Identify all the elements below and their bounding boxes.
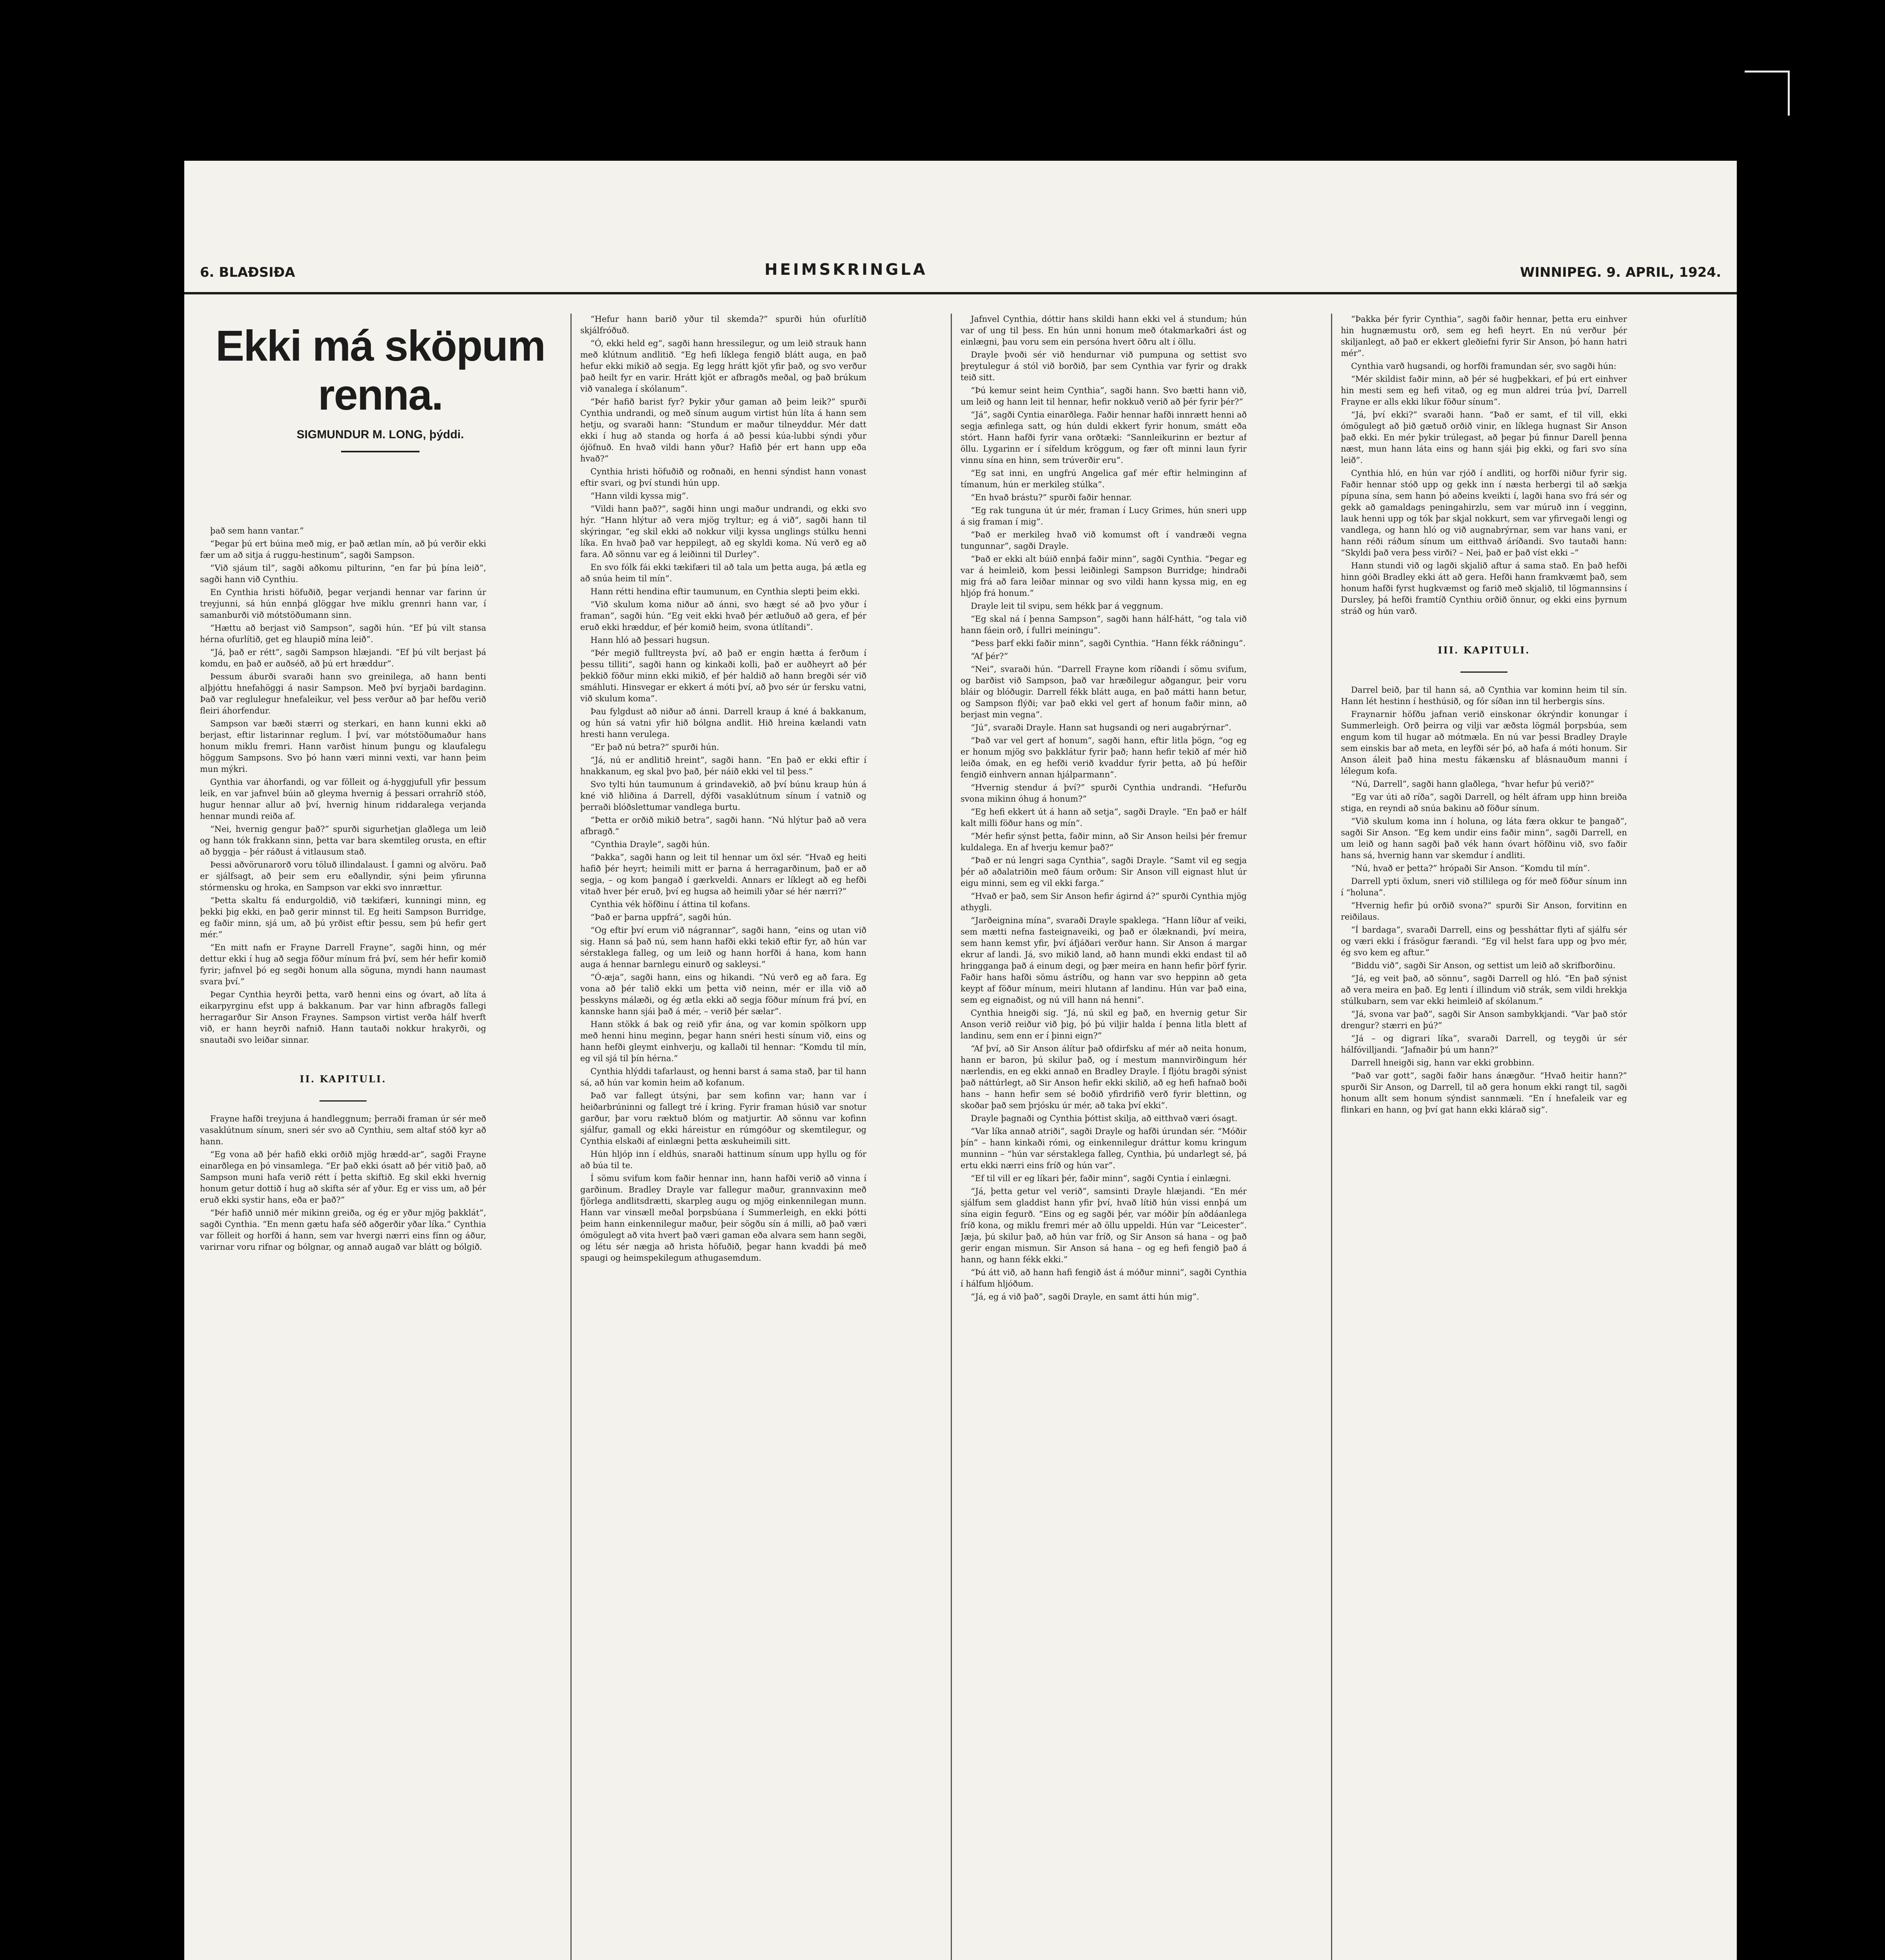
paragraph: “Þú kemur seint heim Cynthia”, sagði hann. Svo bætti hann við, um leið og hann leit til hennar, hefir nokkuð verið að þér fyrir þér?” — [961, 386, 1247, 407]
paragraph: “Hvað er það, sem Sir Anson hefir ágirnd á?” spurði Cynthia mjög athygli. — [961, 891, 1247, 912]
paragraph: Hún hljóp inn í eldhús, snaraði hattinum sínum upp hyllu og fór að búa til te. — [580, 1149, 866, 1170]
paragraph: Darrell ypti öxlum, sneri við stillilega og fór með föður sínum inn í “holuna”. — [1341, 877, 1627, 897]
paragraph: “Hættu að berjast við Sampson”, sagði hún. “Ef þú vilt stansa hérna ofurlítið, get eg hlaupið mína leið”. — [200, 623, 486, 644]
paragraph: Þessum áburði svaraði hann svo greinilega, að hann benti alþjóttu hnefahöggi á nasir Sampson. Með því byrjaði bardaginn. Það var reglulegur hnefaleikur, vel þess verður að þar hefðu verið fleiri áhorfendur. — [200, 672, 486, 715]
paragraph: “Já, það er rétt”, sagði Sampson hlæjandi. “Ef þú vilt berjast þá komdu, en það er auðséð, að þú ert hræddur”. — [200, 648, 486, 668]
paragraph: “Hvernig stendur á því?” spurði Cynthia undrandi. “Hefurðu svona mikinn óhug á honum?” — [961, 783, 1247, 804]
paragraph: Jafnvel Cynthia, dóttir hans skildi hann ekki vel á stundum; hún var of ung til þess. En hún unni honum með ótakmarkaðri ást og einlægni, þau voru sem ein persóna hvert öðru alt í öllu. — [961, 314, 1247, 347]
paragraph: “Við skulum koma niður að ánni, svo hægt sé að þvo yður í framan”, sagði hún. “Eg veit ekki hvað þér ætluðuð að gera, ef þér eruð ekki hræddur, ef þér komið heim, svona útlítandi”. — [580, 600, 866, 632]
paragraph: Darrell hneigði sig, hann var ekki grobbinn. — [1351, 1058, 1535, 1067]
paragraph: Darrel beið, þar til hann sá, að Cynthia var kominn heim til sín. Hann lét hestinn í hesthúsið, og fór síðan inn til herbergis síns. — [1341, 685, 1627, 706]
paragraph: “Þess þarf ekki faðir minn”, sagði Cynthia. “Hann fékk ráðningu”. — [971, 639, 1246, 648]
paragraph: Sampson var bæði stærri og sterkari, en hann kunni ekki að berjast, eftir listarinnar reglum. Í því, var mótstöðumaður hans honum miklu fremri. Hann varðist hinum þungu og klaufalegu höggum Sampsons. Svo þó hann væri minni vexti, var hann þeim mun mýkri. — [200, 719, 486, 774]
paragraph: Það var fallegt útsýni, þar sem kofinn var; hann var í heiðarbrúninni og fallegt tré í kring. Fyrir framan húsið var snotur garður, þar voru ræktuð blóm og matjurtir. Að sönnu var kofinn sjálfur, gamall og ekki háreistur en rúmgóður og skemtilegur, og Cynthia elskaði af einlægni þetta æskuheimili sitt. — [580, 1091, 866, 1146]
paragraph: “Nei, hvernig gengur það?” spurði sigurhetjan glaðlega um leið og hann tók frakkann sinn, þetta var bara skemtileg orusta, en eftir að byggja – þér ráðust á vitlausum stað. — [200, 824, 486, 857]
byline-rule — [341, 451, 419, 452]
paragraph: “Þegar þú ert búina með mig, er það ætlan mín, að þú verðir ekki fær um að sitja á ruggu-hestinum”, sagði Sampson. — [200, 539, 486, 560]
paragraph: “Nú, hvað er þetta?” hrópaði Sir Anson. “Komdu til mín”. — [1351, 864, 1590, 873]
paragraph: “Já, þetta getur vel verið”, samsinti Drayle hlæjandi. “En mér sjálfum sem gladdist hann yfir því, hvað lítið hún vissi ennþá um sína eigin fegurð. “Eins og eg sagði þér, var móðir þín aðdáanlega fríð kona, og miklu fremri mér að öllu uppeldi. Hún var “Leicester”. Jæja, þú skilur það, að hún var fríð, og Sir Anson sá hana – og það gerir engan mismun. Sir Anson sá hana – og eg hefi fengið það á hann, og hann fékk ekki.” — [961, 1187, 1247, 1264]
paragraph: “Eg hefi ekkert út á hann að setja”, sagði Drayle. “En það er hálf kalt milli föður hans og mín”. — [961, 807, 1247, 828]
paragraph: “Og eftir því erum við nágrannar”, sagði hann, “eins og utan við sig. Hann sá það nú, sem hann hafði ekki tekið eftir fyr, að hún var sérstaklega falleg, og um leið og hann horfði á hana, kom hann auga á hennar barnlegu einurð og sakleysi.” — [580, 926, 866, 969]
paragraph: “Þakka þér fyrir Cynthia”, sagði faðir hennar, þetta eru einhver hin hugnæmustu orð, sem eg hefi heyrt. En nú verður þér skiljanlegt, að það er ekkert gleðiefni fyrir Sir Anson, þó hann hatri mér”. — [1341, 314, 1627, 358]
paragraph: Drayle leit til svipu, sem hékk þar á veggnum. — [971, 601, 1163, 611]
paragraph: Þegar Cynthia heyrði þetta, varð henni eins og óvart, að líta á eikarpyrginu efst upp á bakkanum. Þar var hinn afbragðs fallegi herragarður Sir Anson Fraynes. Sampson virtist verða hálf hverft við, er hann heyrði nafnið. Hann tautaði nokkur hrakyrði, og snautaði svo leiðar sinnar. — [200, 990, 486, 1045]
paragraph: Hann rétti hendina eftir taumunum, en Cynthia slepti þeim ekki. — [590, 587, 860, 596]
paragraph: “Við sjáum til”, sagði aðkomu pilturinn, “en far þú þína leið”, sagði hann við Cynthiu. — [200, 563, 486, 584]
paragraph: “Það var gott”, sagði faðir hans ánægður. “Hvað heitir hann?” spurði Sir Anson, og Darrell, til að gera honum ekki rangt til, sagði honum allt sem honum sýndist sannmæli. “En í hnefaleik var eg flinkari en hann, og því gat hann ekki klárað sig”. — [1341, 1071, 1627, 1114]
article-title-block — [208, 321, 553, 452]
paragraph: “Já, eg á við það”, sagði Drayle, en samt átti hún mig”. — [971, 1292, 1199, 1301]
paragraph: Þau fylgdust að niður að ánni. Darrell kraup á kné á bakkanum, og hún sá vatni yfir hið bólgna andlit. Hið hreina kælandi vatn hresti hann verulega. — [580, 707, 866, 739]
article-headline — [208, 321, 553, 419]
newspaper-name: HEIMSKRINGLA — [765, 261, 928, 279]
paragraph: “Nú, Darrell”, sagði hann glaðlega, “hvar hefur þú verið?” — [1351, 779, 1594, 789]
paragraph: “Af því, að Sir Anson álítur það ofdirfsku af mér að neita honum, hann er baron, þú skilur það, og í mestum mannvirðingum hér nærlendis, en eg ekki annað en Bradley Drayle. Í fljótu bragði sýnist það náttúrlegt, að Sir Anson hefir ekki skilið, að eg hefi hafnað boði hans – hann hefir sem sé boðið yfirdrifið verð fyrir blettinn, og skoðar það sem þrjósku úr mér, að taka því ekki”. — [961, 1044, 1247, 1110]
paragraph: “Eg skal ná í þenna Sampson”, sagði hann hálf-hátt, “og tala við hann fáein orð, í fullri meiningu”. — [961, 614, 1247, 635]
paragraph: “Við skulum koma inn í holuna, og láta færa okkur te þangað”, sagði Sir Anson. “Eg kem undir eins faðir minn”, sagði Darrell, en um leið og hann sagði það vék hann óvart höfðinu við, svo faðir hans sá, hvernig hann var skemdur í andliti. — [1341, 817, 1627, 860]
paragraph: “En hvað brástu?” spurði faðir hennar. — [971, 493, 1132, 502]
paragraph: “Eg rak tunguna út úr mér, framan í Lucy Grimes, hún sneri upp á sig framan í mig”. — [961, 506, 1247, 526]
paragraph: “Hann vildi kyssa mig”. — [590, 491, 689, 501]
paragraph: En svo fólk fái ekki tækifæri til að tala um þetta auga, þá ætla eg að snúa heim til mín”. — [580, 563, 866, 583]
headline-line-2: renna. — [318, 371, 443, 419]
paragraph: Gynthia var áhorfandi, og var fölleit og á-hyggjufull yfir þessum leik, en var jafnvel búin að gleyma hvernig á þessari orrahríð stóð, hugur hennar allur að því, hvernig hinum riddaralega verjanda hennar mundi reiða af. — [200, 777, 486, 821]
text-column-1 — [200, 525, 486, 1960]
paragraph: “En mitt nafn er Frayne Darrell Frayne”, sagði hinn, og mér dettur ekki í hug að segja föður mínum frá því, sem hér hefir komið fyrir; jafnvel þó eg segði honum alla söguna, myndi hann naumast svara því.” — [200, 943, 486, 986]
paragraph: “Jarðeignina mína”, svaraði Drayle spaklega. “Hann líður af veiki, sem mætti nefna fasteignaveiki, og það er ólæknandi, því meira, sem hann kemst yfir, því áfjáðari verður hann. Sir Anson á margar ekrur af landi. Já, svo mikið land, að hann mundi ekki endast til að hringganga það á einum degi, og þær meira en hann hefir þörf fyrir. Faðir hans hafði sömu ástríðu, og hann var svo heppinn að geta keypt af föður mínum, meiri hlutann af landinu. Hún var það eina, sem eg eignaðist, og nú vill hann ná henni”. — [961, 916, 1247, 1005]
paragraph: “Þér hafið unnið mér mikinn greiða, og ég er yður mjög þakklát”, sagði Cynthia. “En menn gætu hafa séð aðgerðir yðar líka.” Cynthia var fölleit og horfði á hann, sem var hvergi nærri eins fínn og áður, varirnar voru rifnar og bólgnar, og annað augað var blátt og bólgið. — [200, 1208, 486, 1252]
paragraph: “Já”, sagði Cyntia einarðlega. Faðir hennar hafði innrætt henni að segja æfinlega satt, og hún duldi ekkert fyrir honum, smátt eða stórt. Hann hafði fyrir vana orðtæki: “Sannleikurinn er beztur af öllu. Lygarinn er í sífeldum kröggum, og fær oft minni laun fyrir vinnu sína en hinn, sem trúverðir eru”. — [961, 410, 1247, 465]
paragraph: “Hvernig hefir þú orðið svona?” spurði Sir Anson, forvitinn en reiðilaus. — [1341, 901, 1627, 922]
paragraph: “Það er ekki alt búið ennþá faðir minn”, sagði Cynthia. “Þegar eg var á heimleið, kom þessi leiðinlegi Sampson Burridge; hindraði mig frá að fara leiðar minnar og svo vildi hann kyssa mig, en eg hljóp frá honum.” — [961, 554, 1247, 598]
paragraph: Cynthia hló, en hún var rjóð í andliti, og horfði niður fyrir sig. Faðir hennar stóð upp og gekk inn í næsta herbergi til að sækja pípuna sína, sem hann þó aðeins kveikti í, lagði hana svo frá sér og gekk að gamaldags peningahirzlu, sem var múruð inn í vegginn, lauk henni upp og tók þar skjal nokkurt, sem var yfirvegaði lengi og vandlega, og hann hló og við augnabrýrnar, sem var hans vani, er hann réði ráðum sínum um eitthvað áríðandi. Svo tautaði hann: “Skyldi það vera þess virði? – Nei, það er það víst ekki –” — [1341, 468, 1627, 557]
paragraph: “Já, eg veit það, að sönnu”, sagði Darrell og hló. “En það sýnist að vera meira en það. Eg lenti í illindum við strák, sem vildi hrekkja stúlkubarn, sem var ekki heimleið af skólanum.” — [1341, 974, 1627, 1006]
chapter-heading: II. KAPITULI. — [300, 1073, 387, 1085]
paragraph: “Eg sat inni, en ungfrú Angelica gaf mér eftir helminginn af tímanum, hún er merkileg stúlka”. — [961, 468, 1247, 489]
paragraph: “Það er þarna uppfrá”, sagði hún. — [590, 913, 732, 922]
chapter-heading: III. KAPITULI. — [1438, 644, 1530, 656]
paragraph: Hann hló að þessari hugsun. — [590, 635, 710, 645]
paragraph: “Jú”, svaraði Drayle. Hann sat hugsandi og neri augabrýrnar”. — [971, 723, 1231, 732]
paragraph: “Þetta er orðið mikið betra”, sagði hann. “Nú hlýtur það að vera afbragð.” — [580, 815, 866, 836]
page-number: 6. BLAÐSIÐA — [200, 265, 295, 280]
paragraph: “Af þér?” — [971, 652, 1008, 661]
paragraph: “Mér hefir sýnst þetta, faðir minn, að Sir Anson heilsi þér fremur kuldalega. En af hverju kemur það?” — [961, 831, 1247, 852]
paragraph: “Þú átt við, að hann hafi fengið ást á móður minni”, sagði Cynthia í hálfum hljóðum. — [961, 1268, 1247, 1289]
article-byline: SIGMUNDUR M. LONG, þýddi. — [296, 428, 464, 441]
crop-mark — [1745, 71, 1790, 116]
paragraph: “Mér skildist faðir minn, að þér sé hugþekkari, ef þú ert einhver hin mesti sem eg hefi vitað, og eg mun aldrei trúa því, Darrell Frayne er alls ekki líkur föður sínum”. — [1341, 374, 1627, 407]
paragraph: Cynthia hristi höfuðið og roðnaði, en henni sýndist hann vonast eftir svari, og því stundi hún upp. — [580, 467, 866, 488]
chapter-rule — [1460, 671, 1507, 673]
paragraph: Cynthia vék höfðinu í áttina til kofans. — [590, 900, 750, 909]
paragraph: Fraynarnir höfðu jafnan verið einskonar ókrýndir konungar í Summerleigh. Orð þeirra og vilji var æðsta lögmál þorpsbúa, sem engum kom til hugar að mótmæla. En nú var þessi Bradley Drayle sem einskis bar að meta, en leyfði sér þó, að hafa á móti honum. Sir Anson áleit það hina mestu fákænsku af blásnauðum manni í lélegum kofa. — [1341, 710, 1627, 776]
paragraph: En Cynthia hristi höfuðið, þegar verjandi hennar var farinn úr treyjunni, sá hún ennþá glöggar hve miklu grennri hann var, í samanburði við mótstöðumann sinn. — [200, 588, 486, 620]
paragraph: Cynthia varð hugsandi, og horfði framundan sér, svo sagði hún: — [1351, 361, 1616, 371]
paragraph: Svo tylti hún taumunum á grindavekið, að því búnu kraup hún á kné við hliðina á Darrell, dýfði vasaklútnum sínum í vatnið og þerraði blóðslettumar vandlega burtu. — [580, 780, 866, 812]
paragraph: “Var líka annað atriði”, sagði Drayle og hafði úrundan sér. “Móðir þín” – hann kinkaði rómi, og einkennilegur dráttur komu kringum munninn – “hún var sérstaklega falleg, Cynthia, þú undarlegt sé, þá ertu ekki nærri eins fríð og hún var”. — [961, 1127, 1247, 1170]
chapter-rule — [320, 1100, 367, 1102]
paragraph: “Ó, ekki held eg”, sagði hann hressilegur, og um leið strauk hann með klútnum andlitið. “Eg hefi líklega fengið blátt auga, en það hefur ekki mikið að segja. Eg legg hrátt kjöt yfir það, og svo verður það heilt fyr en varir. Hrátt kjöt er afbragðs meðal, og það brúkum við vanalega í skólanum”. — [580, 339, 866, 394]
paragraph: “Ó-æja”, sagði hann, eins og hikandi. “Nú verð eg að fara. Eg vona að þér talið ekki um þetta við neinn, mér er illa við að þesskyns málæði, og ég ætla ekki að segja föður mínum frá því, en kannske hann sjái það á mér, – verið þér sælar”. — [580, 973, 866, 1016]
paragraph: “Já, því ekki?” svaraði hann. “Það er samt, ef til vill, ekki ómögulegt að þið gætuð orðið vinir, en líklega hugnast Sir Anson það ekki. En mér þykir trúlegast, að þegar þú finnur Darell þenna næst, mun hann láta eins og hann sjái þig ekki, og fari svo sína leið”. — [1341, 410, 1627, 465]
paragraph: “Cynthia Drayle”, sagði hún. — [590, 840, 710, 849]
paragraph: “Í bardaga”, svaraði Darrell, eins og þessháttar flyti af sjálfu sér og væri ekki í frásögur færandi. “Eg vil helst fara upp og þvo mér, ég svo kem eg aftur.” — [1341, 925, 1627, 957]
paragraph: “Ef til vill er eg líkari þér, faðir minn”, sagði Cyntia í einlægni. — [971, 1174, 1231, 1183]
column-rule — [1331, 314, 1332, 1960]
paragraph: “Nei”, svaraði hún. “Darrell Frayne kom ríðandi í sömu svifum, og barðist við Sampson, það var hræðilegur aðgangur, þeir voru bláir og blóðugir. Darrell fékk blátt auga, en það mátti hann betur, og Sampson flýði; var það ekki vel gert af honum faðir minn, að berjast min vegna”. — [961, 664, 1247, 719]
paragraph: “Já, nú er andlitið hreint”, sagði hann. “En það er ekki eftir í hnakkanum, eg skal þvo það, þér náið ekki vel til þess.” — [580, 755, 866, 776]
newspaper-page — [184, 161, 1737, 1960]
paragraph: Drayle þagnaði og Cynthia þóttist skilja, að eitthvað væri ósagt. — [971, 1114, 1238, 1123]
paragraph: Hann stundi við og lagði skjalið aftur á sama stað. En það hefði hinn góði Bradley ekki átt að gera. Hefði hann framkvæmt það, sem honum hafði fyrst hugkvæmst og farið með skjalið, til lögmannsins í Dursley, þá hefði framtíð Cynthiu orðið önnur, og ekki eins þyrnum stráð og hún varð. — [1341, 561, 1627, 616]
paragraph: “Það er nú lengri saga Cynthia”, sagði Drayle. “Samt vil eg segja þér að aðalatriðin með fáum orðum: Sir Anson vill eignast hlut úr eigu minni, sem eg vil ekki farga.” — [961, 856, 1247, 888]
paragraph: Cynthia hneigði sig. “Já, nú skil eg það, en hvernig getur Sir Anson verið reiður við þig, þó þú viljir halda í þenna litla blett af landinu, sem enn er í þinni eign?” — [961, 1008, 1247, 1040]
paragraph: Cynthia hlýddi tafarlaust, og henni barst á sama stað, þar til hann sá, að hún var komin heim að kofanum. — [580, 1067, 866, 1087]
column-rule — [951, 314, 952, 1960]
headline-line-1: Ekki má sköpum — [215, 322, 545, 370]
paragraph: “Já, svona var það”, sagði Sir Anson sambykkjandi. “Var það stór drengur? stærri en þú?” — [1341, 1009, 1627, 1030]
paragraph: “Hefur hann barið yður til skemda?” spurði hún ofurlítið skjálfróðuð. — [580, 314, 866, 335]
paragraph: “Þakka”, sagði hann og leit til hennar um öxl sér. “Hvað eg heiti hafið þér heyrt; heimili mitt er þarna á herragarðinum, það er að segja, – og kom þangað í gærkveldi. Annars er líklegt að eg hefði vitað hver þér eruð, því eg hugsa að heimili yðar sé hér nærri?” — [580, 853, 866, 896]
paragraph: “Er það nú betra?” spurði hún. — [590, 742, 719, 752]
dateline: WINNIPEG. 9. APRIL, 1924. — [1520, 265, 1721, 280]
paragraph: “Þér hafið barist fyr? Þykir yður gaman að þeim leik?” spurði Cynthia undrandi, og með sínum augum virtist hún líta á hann sem hetju, og svaraði hann: “Stundum er maður tilneyddur. Mér datt ekki í hug að standa og horfa á að þessi kúa-lubbi sýndi yður ójöfnuð. En hvað vildi hann yður? Hafið þér ert hann upp eða hvað?” — [580, 397, 866, 463]
masthead — [184, 261, 1737, 294]
paragraph: Í sömu svifum kom faðir hennar inn, hann hafði verið að vinna í garðinum. Bradley Drayle var fallegur maður, grannvaxinn með fjörlega andlitsdrætti, skarpleg augu og mjög einkennilegan munn. Hann var vinsæll meðal þorpsbúana í Summerleigh, en ekki þótti þeim hann einkennilegur maður, þeir sögðu sín á milli, að það væri ómögulegt að vita hvert það væri gaman eða alvara sem hann segði, og létu sér nægja að hrista höfuðið, þegar hann kvaddi þá með spaugi og heimspekilegum athugasemdum. — [580, 1174, 866, 1263]
paragraph: það sem hann vantar.” — [210, 526, 304, 535]
paragraph: Þessi aðvörunarorð voru töluð illindalaust. Í gamni og alvöru. Það er sjálfsagt, að þeir sem eru eðallyndir, sýni þeim yfirunna stórmensku og hroka, en Sampson var ekki svo innrættur. — [200, 860, 486, 892]
text-column-3 — [961, 314, 1247, 1960]
paragraph: Frayne hafði treyjuna á handleggnum; þerraði framan úr sér með vasaklútnum sínum, sneri sér svo að Cynthiu, sem altaf stóð kyr að hann. — [200, 1114, 486, 1146]
paragraph: “Það var vel gert af honum”, sagði hann, eftir litla þögn, “og eg er honum mjög svo þakklátur fyrir það; hann hefir tekið af mér hið leiða ómak, en eg hefði verið kvaddur fyrir þetta, að þú hefðir fengið einhvern annan hjálparmann”. — [961, 736, 1247, 779]
paragraph: “Eg vona að þér hafið ekki orðið mjög hrædd-ar”, sagði Frayne einarðlega en þó vinsamlega. “Er það ekki ósatt að þér vitið það, að Sampson muni hafa verið rétt í þetta skiftið. Eg skil ekki hvernig honum getur dottið í hug að skifta sér af yður. Eg er viss um, að þér eruð ekki systir hans, eða er það?” — [200, 1150, 486, 1205]
paragraph: Drayle þvoði sér við hendurnar við pumpuna og settist svo þreytulegur á stól við borðið, þar sem Cynthia var fyrir og drakk teið sitt. — [961, 350, 1247, 382]
paragraph: “Þetta skaltu fá endurgoldið, við tækifæri, kunningi minn, eg þekki þig ekki, en það gerir minnst til. Eg heiti Sampson Burridge, eg faðir minn, sjá um, að þú yrðist eftir þessu, sem þú hefir gert mér.” — [200, 896, 486, 939]
column-rule — [570, 314, 572, 1960]
paragraph: “Biddu við”, sagði Sir Anson, og settist um leið að skrifborðinu. — [1351, 961, 1616, 970]
paragraph: “Vildi hann það?”, sagði hinn ungi maður undrandi, og ekki svo hýr. “Hann hlýtur að vera mjög tryltur; eg á við”, sagði hann til skýringar, “eg skil ekki að nokkur vilji kyssa unglings stúlku henni líka. En hvað það var heppilegt, að eg skyldi koma. Nú verð eg að fara. Að sönnu var eg á leiðinni til Durley”. — [580, 504, 866, 559]
paragraph: Hann stökk á bak og reið yfir ána, og var komin spölkorn upp með henni hinu meginn, þegar hann snéri hesti sínum við, eins og hann hefði gleymt einhverju, og kallaði til hennar: “Komdu til mín, eg vil sjá til þín hérna.” — [580, 1020, 866, 1063]
text-column-4 — [1341, 314, 1627, 1960]
paragraph: “Þér megið fulltreysta því, að það er engin hætta á ferðum í þessu tilliti”, sagði hann og kinkaði kolli, það er auðheyrt að þér þekkið föður minn ekki mikið, ef þér haldið að hann bregði sér við smáhluti. Hinsvegar er ekkert á móti því, að þvo sér úr fersku vatni, við skulum koma”. — [580, 648, 866, 703]
paragraph: “Eg var úti að ríða”, sagði Darrell, og hélt áfram upp hinn breiða stiga, en reyndi að snúa bakinu að föður sínum. — [1341, 792, 1627, 813]
text-column-2 — [580, 314, 866, 1960]
paragraph: “Það er merkileg hvað við komumst oft í vandræði vegna tungunnar”, sagði Drayle. — [961, 530, 1247, 551]
paragraph: “Já – og digrari líka”, svaraði Darrell, og teygði úr sér hálfóvilljandi. “Jafnaðir þú um hann?” — [1341, 1034, 1627, 1054]
